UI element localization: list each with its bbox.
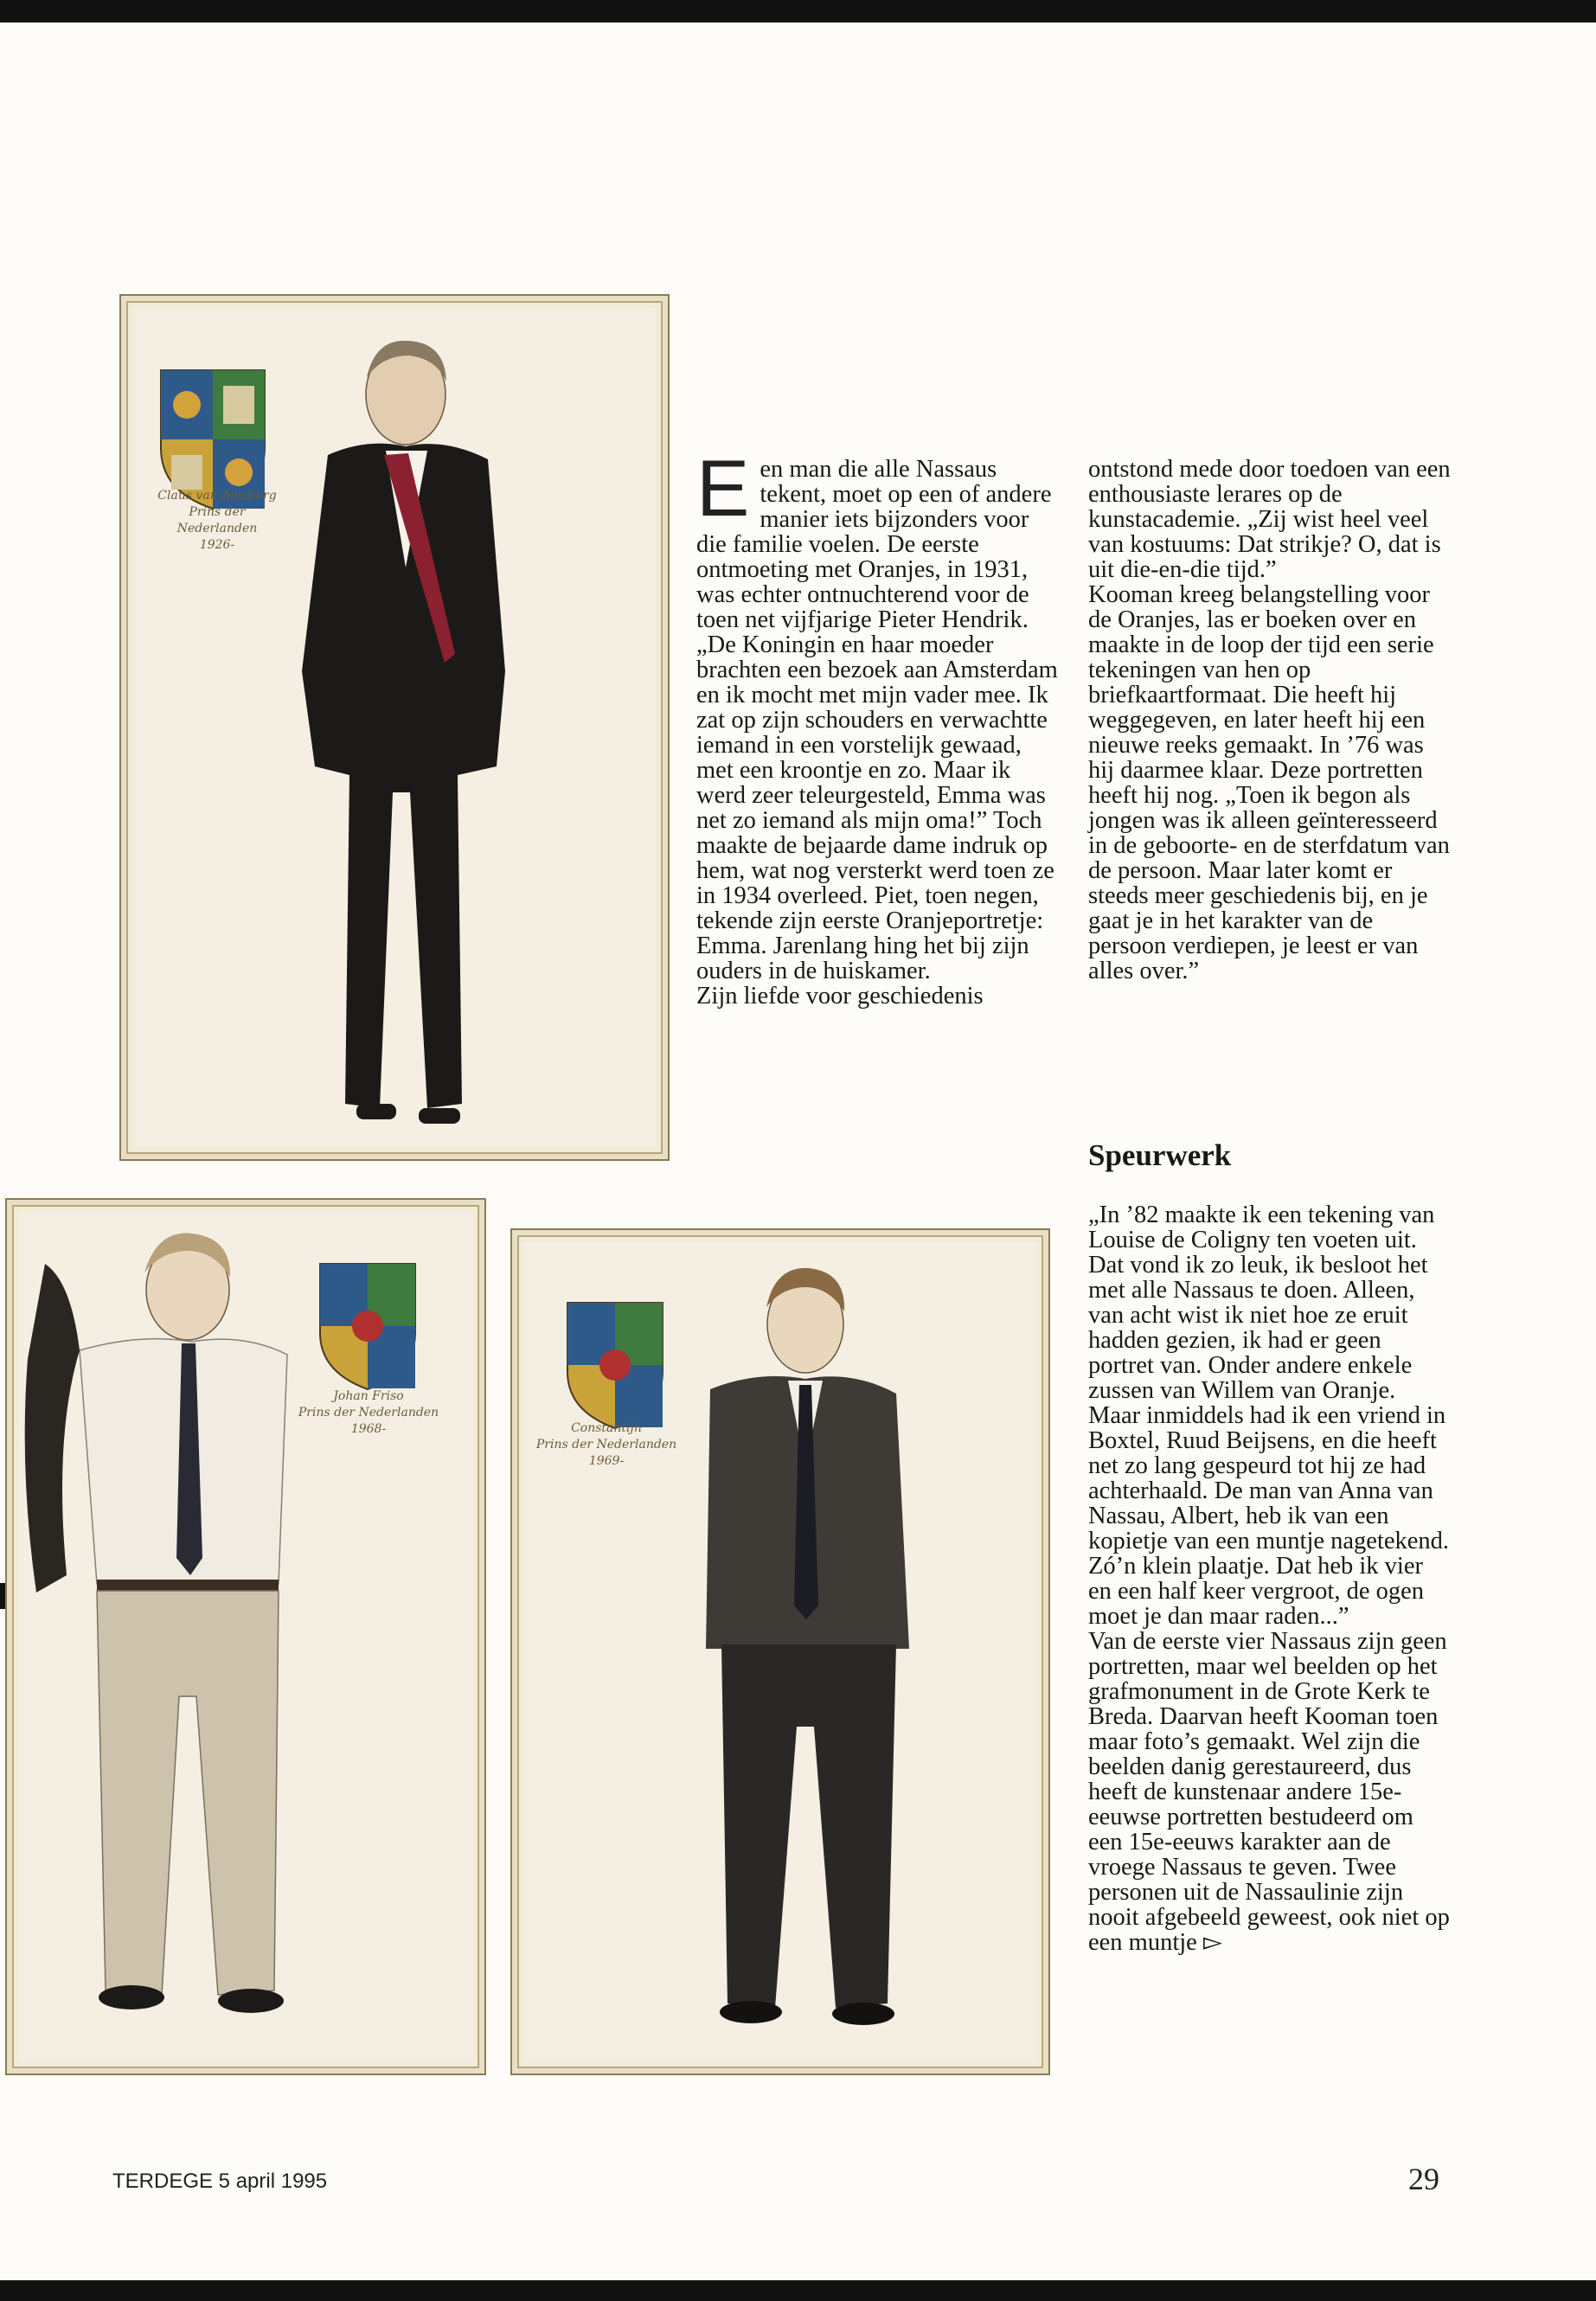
caption-constantijn-title: Prins der Nederlanden xyxy=(535,1438,677,1452)
article-col1-text: en man die alle Nassaus tekent, moet op een of andere manier iets bijzonders voor die familie voelen. De eerste ontmoeting met Oranjes, in 1931, was echter ontnuchterend voor de toen net vijfjarige Pieter Hendrik. „De Koningin en haar moeder brachten een bezoek aan Amsterdam en ik mocht met mijn vader mee. Ik zat op zijn schouders en verwachtte iemand in een vorstelijk gewaad, met een kroontje en zo. Maar ik werd zeer teleurgesteld, Emma was net zo iemand als mijn oma!” Toch maakte de bejaarde dame indruk op hem, wat nog versterkt werd toen ze in 1934 overleed. Piet, toen negen, tekende zijn eerste Oranjeportretje: Emma. Jarenlang hing het bij zijn ouders in de huiskamer. xyxy=(696,456,1058,984)
article-col2-p1: ontstond mede door toedoen van een enthousiaste lerares op de kunstacademie. „Zij wist heel veel van kostuums: Dat strikje? O, dat is uit die-en-die tijd.” xyxy=(1088,456,1451,583)
scan-border-bottom xyxy=(0,2280,1596,2301)
caption-constantijn-year: 1969- xyxy=(588,1454,625,1468)
article-col2-p2: Kooman kreeg belangstelling voor de Oranjes, las er boeken over en maakte in de loop der tijd een serie tekeningen van hen op briefkaartformaat. Die heeft hij weggegeven, en later heeft hij een nieuwe reeks gemaakt. In ’76 was hij daarmee klaar. Deze portretten heeft hij nog. „Toen ik begon als jongen was ik alleen geïnteresseerd in de geboorte- en de sterfdatum van de persoon. Maar later komt er steeds meer geschiedenis bij, en je gaat je in het karakter van de persoon verdiepen, je leest er van alles over.” xyxy=(1088,581,1450,984)
page-number: 29 xyxy=(1408,2162,1439,2196)
article-col1-last: Zijn liefde voor geschiedenis xyxy=(696,983,984,1009)
article-col2-p3: „In ’82 maakte ik een tekening van Louise de Coligny ten voeten uit. Dat vond ik zo leuk, ik besloot het met alle Nassaus te doen. Alleen, van acht wist ik niet hoe ze eruit hadden gezien, ik had er geen portret van. Onder andere enkele zussen van Willem van Oranje. Maar inmiddels had ik een vriend in Boxtel, Ruud Beijsens, en die heeft net zo lang gespeurd tot hij ze had achterhaald. De man van Anna van Nassau, Albert, heb ik van een kopietje van een muntje nagetekend. Zó’n klein plaatje. Dat heb ik vier en een half keer vergroot, de ogen moet je dan maar raden...” xyxy=(1088,1202,1450,1630)
figure-claus xyxy=(302,341,505,1124)
portrait-constantijn-drawing xyxy=(524,1242,1033,2058)
figure-johan-friso xyxy=(25,1234,287,2013)
drop-cap: E xyxy=(696,445,750,533)
portrait-johan-friso xyxy=(5,1198,486,2075)
article-column-2-lower xyxy=(1088,1202,1452,1955)
footer-publication: TERDEGE 5 april 1995 xyxy=(112,2170,328,2193)
caption-claus-year: 1926- xyxy=(199,538,235,552)
caption-friso-year: 1968- xyxy=(350,1422,387,1436)
section-heading-speurwerk: Speurwerk xyxy=(1088,1138,1232,1172)
coat-of-arms-icon xyxy=(567,1303,663,1428)
caption-friso-name: Johan Friso xyxy=(333,1389,404,1403)
portrait-friso-drawing xyxy=(19,1212,469,2058)
caption-friso-title: Prins der Nederlanden xyxy=(298,1406,439,1420)
article-col2-p4: Van de eerste vier Nassaus zijn geen portretten, maar wel beelden op het grafmonument in de Grote Kerk te Breda. Daarvan heeft Kooman toen maar foto’s gemaakt. Wel zijn die beelden danig gerestaureerd, dus heeft de kunstenaar andere 15e-eeuwse portretten bestudeerd om een 15e-eeuws karakter aan de vroege Nassaus te geven. Twee personen uit de Nassaulinie zijn nooit afgebeeld geweest, ook niet op een muntje ▻ xyxy=(1088,1628,1450,1956)
scan-border-top xyxy=(0,0,1596,22)
portrait-claus xyxy=(119,294,670,1161)
caption-claus-name: Claus van Amsberg xyxy=(157,489,277,503)
coat-of-arms-icon xyxy=(320,1264,415,1389)
portrait-claus-drawing xyxy=(133,308,652,1144)
figure-constantijn xyxy=(706,1268,909,2025)
caption-constantijn-name: Constantijn xyxy=(571,1421,642,1435)
article-column-2 xyxy=(1088,457,1452,984)
article-column-1 xyxy=(696,445,1060,1009)
caption-claus-title: Prins der Nederlanden xyxy=(176,505,258,535)
portrait-constantijn xyxy=(510,1228,1050,2075)
